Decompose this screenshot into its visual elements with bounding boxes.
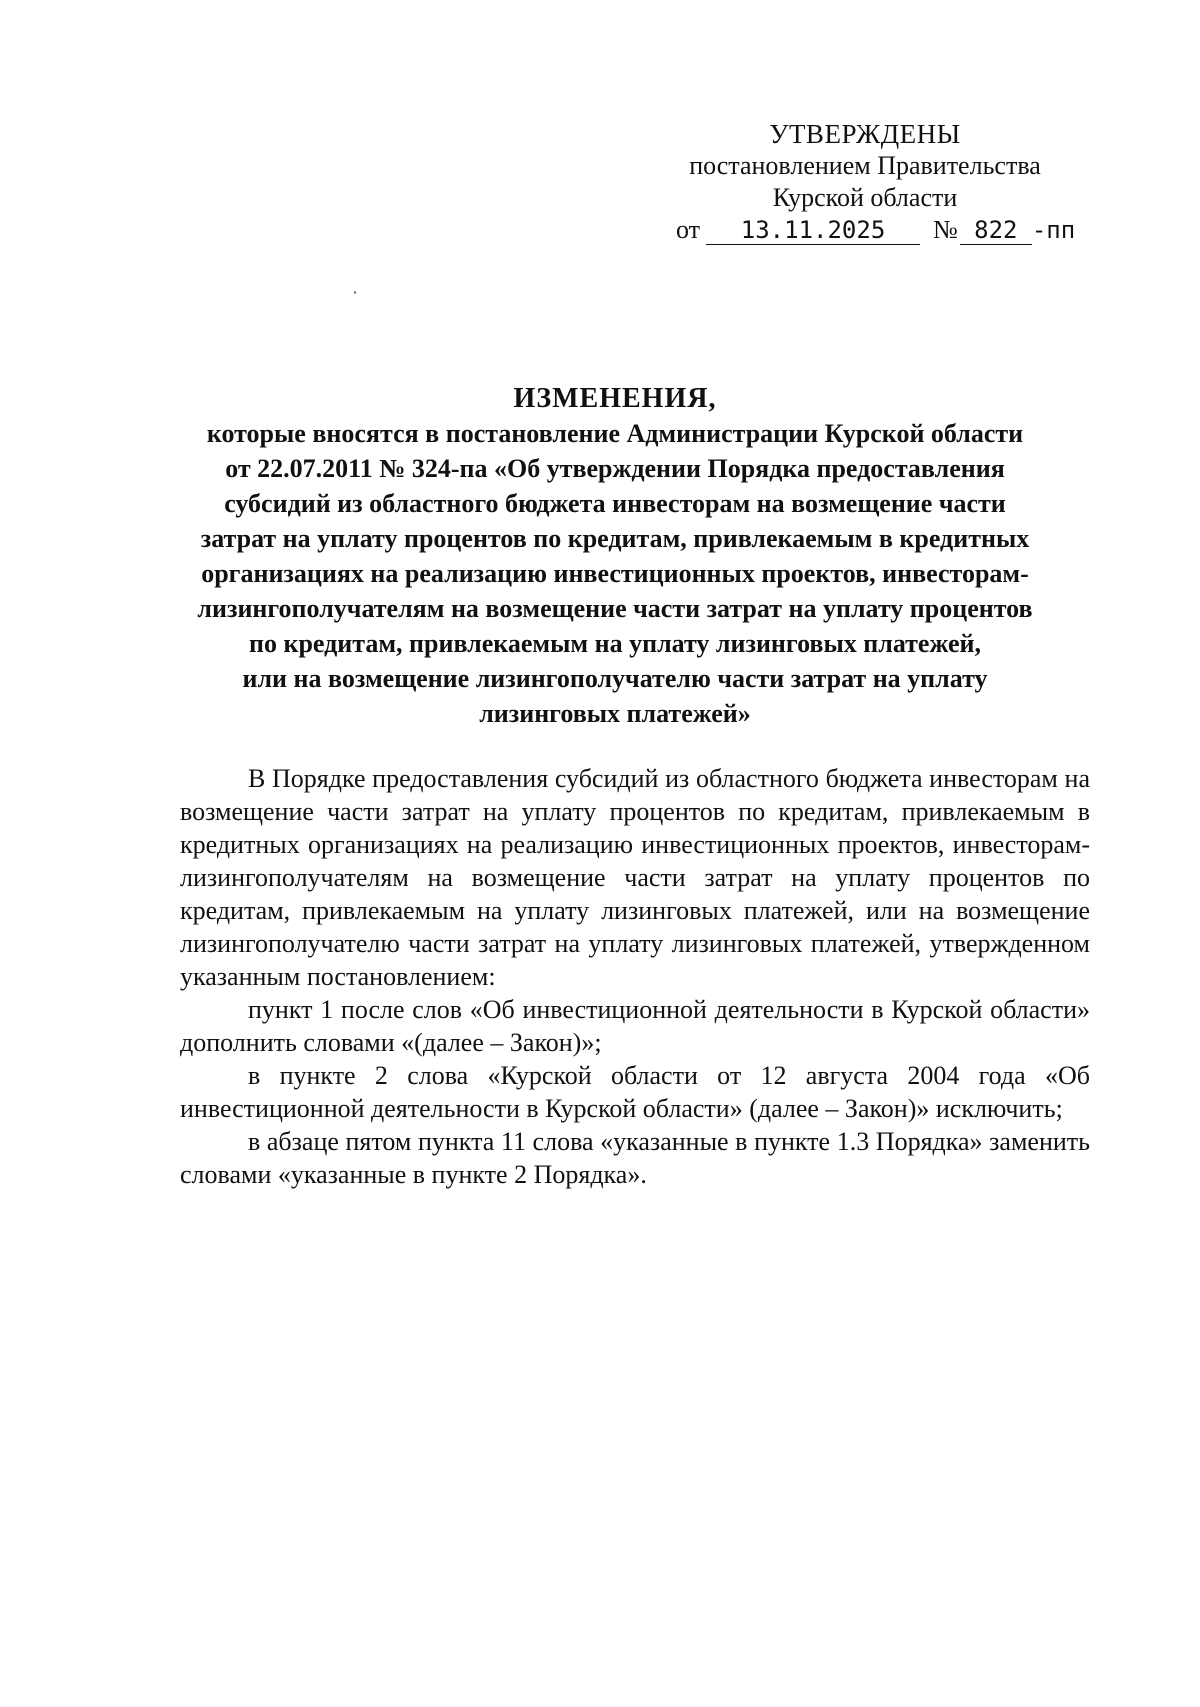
- date-prefix: от: [676, 215, 701, 244]
- heading-line: лизинговых платежей»: [479, 699, 751, 728]
- body-paragraph-item-1: пункт 1 после слов «Об инвестиционной деятельности в Курской области» дополнить словами «(далее – Закон)»;: [180, 995, 1090, 1057]
- scan-speck: [354, 291, 356, 294]
- approval-line-1: постановлением Правительства: [689, 151, 1041, 180]
- heading-line: организациях на реализацию инвестиционных проектов, инвесторам-: [201, 559, 1029, 588]
- heading-line: лизингополучателям на возмещение части затрат на уплату процентов: [197, 594, 1033, 623]
- heading-line: или на возмещение лизингополучателю части затрат на уплату: [242, 664, 988, 693]
- number-prefix: №: [933, 215, 958, 244]
- approval-date-line: [640, 214, 1090, 246]
- heading-line: по кредитам, привлекаемым на уплату лизинговых платежей,: [248, 629, 981, 658]
- approval-line-2: Курской области: [772, 183, 958, 212]
- body-paragraph-intro: В Порядке предоставления субсидий из областного бюджета инвесторам на возмещение части затрат на уплату процентов по кредитам, привлекаемым в кредитных организациях на реализацию инвестиционных проектов, инвесторам-лизингополучателям на возмещение части затрат на уплату процентов по кредитам, привлекаемым на уплату лизинговых платежей, или на возмещение лизингополучателю части затрат на уплату лизинговых платежей, утвержденном указанным постановлением:: [180, 764, 1090, 991]
- document-heading: [150, 381, 1080, 731]
- approval-number-value: 822: [960, 216, 1032, 245]
- approval-title: УТВЕРЖДЕНЫ: [769, 119, 961, 149]
- document-body: [180, 762, 1090, 1191]
- heading-line: субсидий из областного бюджета инвесторам на возмещение части: [224, 489, 1006, 518]
- heading-line: затрат на уплату процентов по кредитам, привлекаемым в кредитных: [200, 524, 1030, 553]
- approval-block: [640, 118, 1090, 246]
- heading-line: которые вносятся в постановление Администрации Курской области: [206, 419, 1024, 448]
- body-paragraph-item-2: в пункте 2 слова «Курской области от 12 августа 2004 года «Об инвестиционной деятельности в Курской области» (далее – Закон)» исключить;: [180, 1061, 1090, 1123]
- body-paragraph-item-3: в абзаце пятом пункта 11 слова «указанные в пункте 1.3 Порядка» заменить словами «указанные в пункте 2 Порядка».: [180, 1127, 1090, 1189]
- approval-number-suffix: -пп: [1031, 216, 1076, 244]
- approval-date-value: 13.11.2025: [706, 216, 920, 245]
- heading-main: ИЗМЕНЕНИЯ,: [513, 383, 717, 414]
- heading-line: от 22.07.2011 № 324-па «Об утверждении Порядка предоставления: [225, 454, 1005, 483]
